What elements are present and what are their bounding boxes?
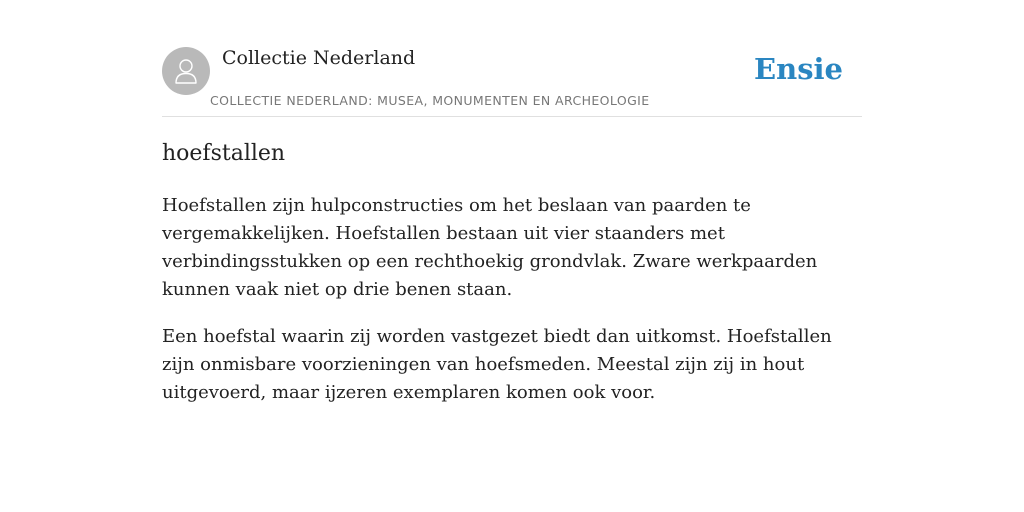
author-avatar[interactable] xyxy=(162,47,210,95)
article-title: hoefstallen xyxy=(162,141,286,166)
author-name[interactable]: Collectie Nederland xyxy=(222,47,416,69)
article-paragraph: Hoefstallen zijn hulpconstructies om het beslaan van paarden te vergemakkelijken. Hoefstallen bestaan uit vier staanders met verbindingsstukken op een rechthoekig grondvlak. Zware werkpaarden kunnen vaak niet op drie benen staan. xyxy=(162,195,818,300)
article-paragraph: Een hoefstal waarin zij worden vastgezet biedt dan uitkomst. Hoefstallen zijn onmisbare voorzieningen van hoefsmeden. Meestal zijn zij in hout uitgevoerd, maar ijzeren exemplaren komen ook voor. xyxy=(162,326,832,403)
ensie-logo-link[interactable]: Ensie xyxy=(754,52,843,86)
article-content xyxy=(162,138,862,407)
author-subtitle: COLLECTIE NEDERLAND: MUSEA, MONUMENTEN EN ARCHEOLOGIE xyxy=(210,93,650,108)
article-header xyxy=(162,46,862,117)
user-icon xyxy=(171,56,201,86)
